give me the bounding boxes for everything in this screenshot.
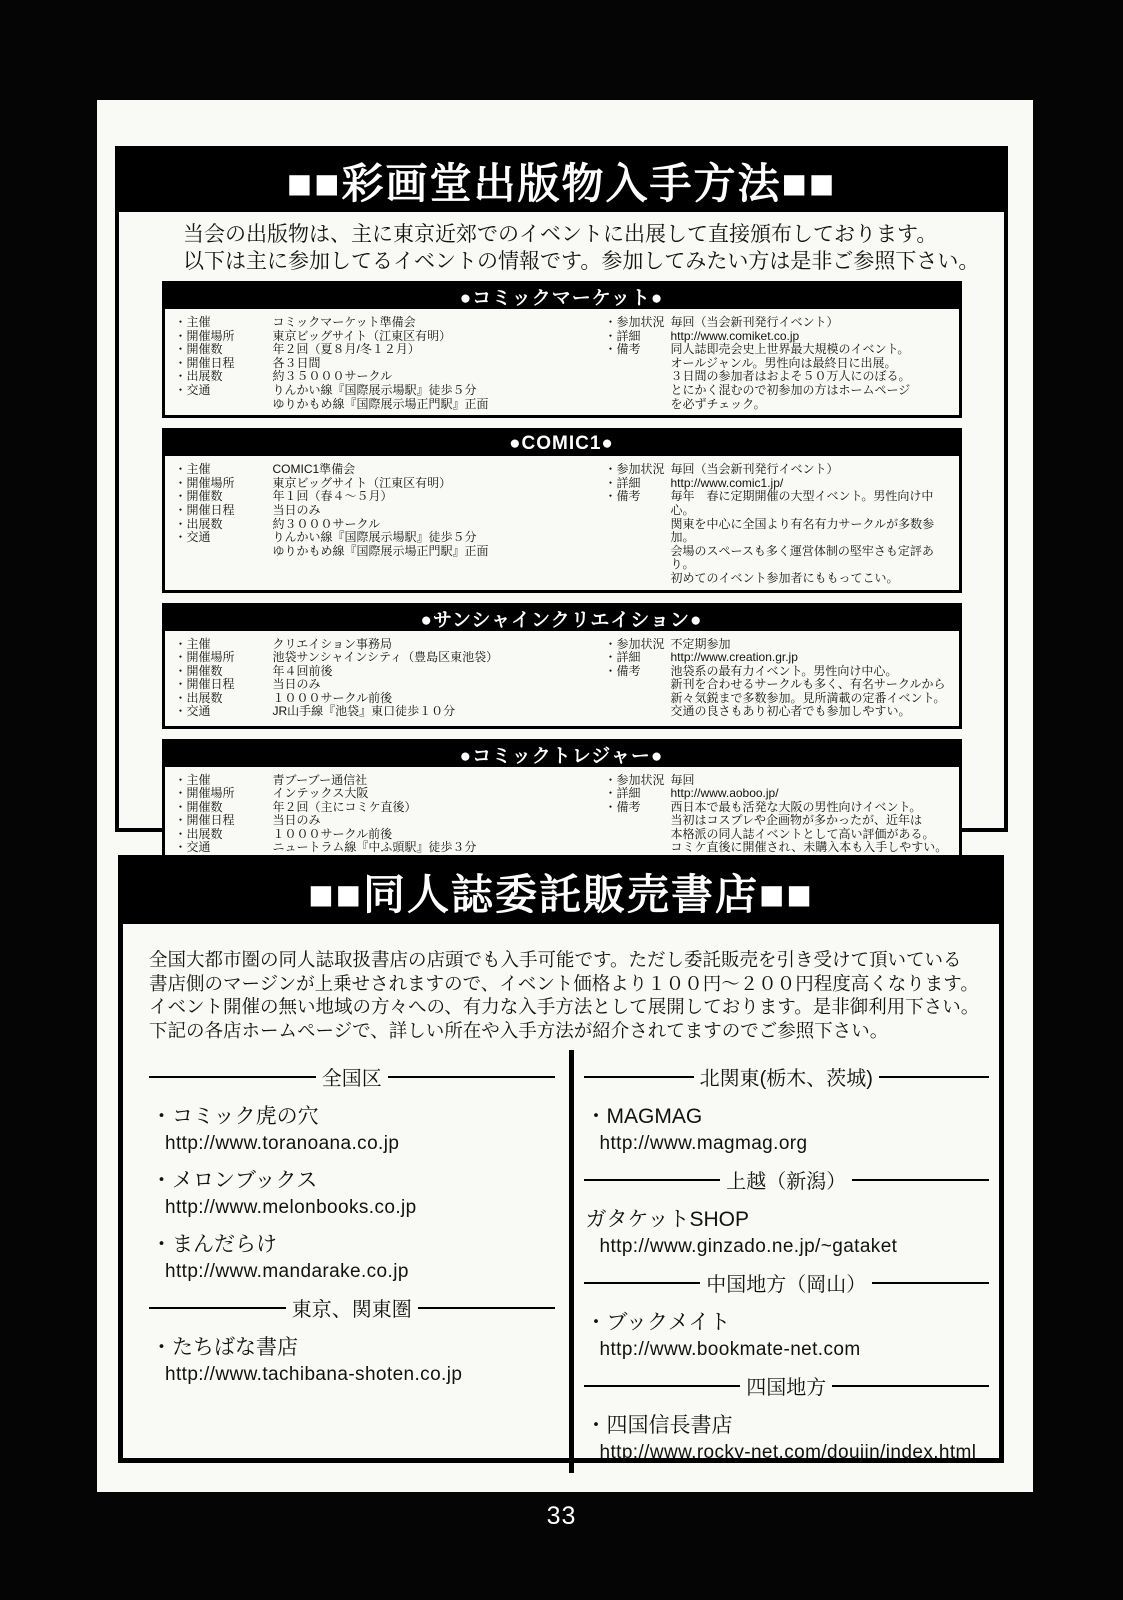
event-field-row: [605, 801, 955, 855]
field-value: [671, 787, 955, 801]
field-label: ・備考: [604, 799, 641, 814]
heading-rule-left: [584, 1179, 721, 1181]
event-content: [165, 631, 959, 724]
field-value-line: 西日本で最も活発な大阪の男性向けイベント。: [670, 799, 922, 814]
field-value-line: 年４回前後: [272, 663, 333, 678]
field-label: ・参加状況: [604, 636, 665, 651]
event-box: [162, 603, 962, 729]
region-heading: [584, 1371, 990, 1400]
field-value: [273, 814, 605, 828]
shop-name: ・ブックメイト: [585, 1311, 731, 1334]
shop-url: http://www.rocky-net.com/doujin/index.html: [599, 1442, 977, 1463]
region-heading: [149, 1293, 555, 1322]
event-field-row: [175, 490, 605, 504]
shop-url: http://www.mandarake.co.jp: [165, 1261, 409, 1282]
shop-url: http://www.ginzado.ne.jp/~gataket: [599, 1236, 898, 1257]
field-value-line: http://www.aoboo.jp/: [670, 786, 779, 801]
field-label: ・出展数: [174, 826, 223, 841]
shop-name: ・MAGMAG: [585, 1105, 703, 1128]
field-value: [671, 774, 955, 788]
field-value-line: 年２回（夏８月/冬１２月）: [272, 342, 420, 357]
text-line: 全国大都市圏の同人誌取扱書店の店頭でも入手可能です。ただし委託販売を引き受けて頂いている: [149, 949, 962, 970]
field-label: ・参加状況: [604, 315, 665, 329]
heading-rule-right: [418, 1307, 555, 1309]
field-value-line: を必ずチェック。: [670, 396, 766, 411]
field-value: [273, 678, 605, 692]
field-value: [273, 490, 605, 504]
field-value-line: http://www.creation.gr.jp: [670, 650, 798, 665]
event-field-row: [605, 638, 955, 652]
field-value-line: １０００サークル前後: [272, 690, 393, 705]
event-title: ●コミックトレジャー●: [165, 742, 959, 767]
shops-intro: [123, 924, 999, 1046]
field-value-line: オールジャンル。男性向は最終日に出展。: [670, 355, 897, 370]
event-field-row: [175, 384, 605, 411]
event-field-row: [605, 774, 955, 788]
field-value: [273, 705, 605, 719]
field-value-line: ゆりかもめ線『国際展示場正門駅』正面: [272, 396, 489, 411]
heading-rule-left: [149, 1307, 286, 1309]
event-title: ●COMIC1●: [165, 431, 959, 456]
field-label: ・主催: [174, 636, 211, 651]
field-value: [273, 841, 605, 855]
shop-column: [574, 1050, 1000, 1473]
field-value-line: 毎年 春に定期開催の大型イベント。男性向け中心。: [670, 489, 934, 517]
event-field-row: [175, 787, 605, 801]
heading-rule-right: [388, 1076, 555, 1078]
field-value: [273, 463, 605, 477]
field-label: ・主催: [174, 462, 211, 477]
event-field-row: [175, 705, 605, 719]
field-value: [273, 343, 605, 357]
field-label: ・交通: [174, 704, 211, 719]
field-value-line: 初めてのイベント参加者にももってこい。: [670, 570, 899, 585]
page-number: 33: [546, 1502, 577, 1530]
field-label: ・開催日程: [174, 502, 235, 517]
events-section: [115, 146, 1008, 855]
region-title: 中国地方（岡山）: [706, 1274, 867, 1296]
field-value-line: 当日のみ: [272, 502, 321, 517]
shop-url: http://www.magmag.org: [599, 1133, 808, 1154]
field-value-line: クリエイション事務局: [272, 636, 393, 651]
field-label: ・参加状況: [604, 462, 665, 477]
field-value-line: コミケ直後に開催され、未購入本も入手しやすい。: [670, 840, 948, 855]
field-value: [671, 343, 955, 411]
shop-name: ・たちばな書店: [151, 1336, 298, 1359]
field-value-line: 東京ビッグサイト（江東区有明）: [272, 328, 452, 343]
event-box: [162, 281, 962, 418]
field-label: ・主催: [174, 315, 211, 329]
shop-url: http://www.toranoana.co.jp: [165, 1133, 400, 1154]
region-heading: [584, 1062, 990, 1091]
text-line: 当会の出版物は、主に東京近郊でのイベントに出展して直接頒布しております。: [183, 223, 938, 246]
field-label: ・開催数: [174, 342, 223, 357]
event-field-row: [175, 678, 605, 692]
field-label: ・備考: [604, 663, 641, 678]
field-label: ・開催場所: [174, 786, 235, 801]
field-value: [273, 787, 605, 801]
event-list: [119, 281, 1004, 865]
region-title: 四国地方: [746, 1377, 827, 1399]
field-value-line: 交通の良さもあり初心者でも参加しやすい。: [670, 704, 911, 719]
field-value: [273, 531, 605, 558]
field-value: [671, 638, 955, 652]
field-value-line: ゆりかもめ線『国際展示場正門駅』正面: [272, 543, 489, 558]
text-line: 書店側のマージンが上乗せされますので、イベント価格より１００円～２００円程度高くなります。: [149, 972, 979, 994]
field-value-line: 池袋系の最有力イベント。男性向け中心。: [670, 663, 898, 678]
heading-rule-left: [584, 1282, 701, 1284]
field-label: ・開催日程: [174, 677, 235, 692]
event-field-row: [175, 801, 605, 815]
field-value-line: 本格派の同人誌イベントとして高い評価がある。: [670, 826, 935, 841]
field-value: [273, 316, 605, 330]
event-column: [175, 638, 605, 720]
field-value-line: 年２回（主にコミケ直後）: [272, 799, 417, 814]
field-value: [273, 651, 605, 665]
field-label: ・開催場所: [174, 475, 235, 490]
field-label: ・開催数: [174, 489, 223, 504]
shop-name: ・まんだらけ: [151, 1233, 277, 1256]
event-field-row: [175, 814, 605, 828]
event-field-row: [175, 357, 605, 371]
field-value-line: ニュートラム線『中ふ頭駅』徒歩３分: [272, 840, 477, 855]
field-value-line: http://www.comic1.jp/: [670, 475, 784, 490]
event-field-row: [605, 490, 955, 585]
field-value: [671, 801, 955, 855]
field-value: [671, 490, 955, 585]
field-label: ・詳細: [604, 650, 641, 665]
field-value-line: http://www.comiket.co.jp: [670, 328, 800, 343]
event-field-row: [175, 651, 605, 665]
field-label: ・開催数: [174, 663, 223, 678]
heading-rule-right: [872, 1282, 989, 1284]
event-field-row: [605, 665, 955, 719]
event-column: [605, 463, 955, 585]
shop-name: ・コミック虎の穴: [151, 1105, 319, 1128]
shop-column: [123, 1050, 569, 1473]
shops-section-title: ■■同人誌委託販売書店■■: [123, 860, 999, 924]
field-label: ・出展数: [174, 516, 223, 531]
field-value: [273, 665, 605, 679]
field-value-line: 年１回（春４～５月）: [272, 489, 393, 504]
field-value-line: １０００サークル前後: [272, 826, 393, 841]
event-field-row: [175, 841, 605, 855]
field-label: ・備考: [604, 342, 641, 357]
field-value-line: インテックス大阪: [272, 786, 369, 801]
field-value-line: 約３５０００サークル: [272, 369, 393, 384]
field-value-line: 新々気鋭まで多数参加。見所満載の定番イベント。: [670, 690, 946, 705]
event-box: [162, 428, 962, 592]
field-value: [671, 316, 955, 330]
event-title: ●コミックマーケット●: [165, 284, 959, 309]
event-field-row: [605, 343, 955, 411]
event-title: ●サンシャインクリエイション●: [165, 606, 959, 631]
event-field-row: [175, 665, 605, 679]
field-label: ・開催日程: [174, 813, 235, 828]
shop-url: http://www.tachibana-shoten.co.jp: [165, 1364, 463, 1385]
field-value-line: とにかく混むので初参加の方はホームページ: [670, 382, 911, 397]
events-intro: [119, 212, 1004, 281]
event-content: [165, 309, 959, 415]
text-line: 以下は主に参加してるイベントの情報です。参加してみたい方は是非ご参照下さい。: [183, 250, 980, 273]
event-field-row: [175, 504, 605, 518]
event-column: [605, 638, 955, 720]
field-value: [273, 357, 605, 371]
region-title: 全国区: [321, 1068, 382, 1090]
field-value: [273, 370, 605, 384]
event-box: [162, 739, 962, 865]
field-value-line: 関東を中心に全国より有名有力サークルが多数参加。: [670, 516, 935, 545]
field-label: ・交通: [174, 530, 211, 545]
event-field-row: [175, 774, 605, 788]
event-column: [605, 316, 955, 411]
field-label: ・詳細: [604, 328, 641, 343]
event-field-row: [605, 651, 955, 665]
field-label: ・開催日程: [174, 355, 235, 370]
heading-rule-left: [584, 1385, 741, 1387]
event-field-row: [605, 787, 955, 801]
field-value-line: 当初はコスプレや企画物が多かったが、近年は: [670, 813, 923, 828]
shop-url: http://www.bookmate-net.com: [599, 1339, 861, 1360]
field-value: [273, 504, 605, 518]
field-value: [273, 384, 605, 411]
field-label: ・開催場所: [174, 328, 235, 343]
event-column: [605, 774, 955, 856]
field-value: [671, 651, 955, 665]
field-value-line: 東京ビッグサイト（江東区有明）: [272, 475, 452, 490]
text-line: 下記の各店ホームページで、詳しい所在や入手方法が紹介されてますのでご参照下さい。: [149, 1019, 889, 1041]
event-field-row: [175, 463, 605, 477]
field-value-line: りんかい線『国際展示場駅』徒歩５分: [272, 530, 477, 545]
field-label: ・開催数: [174, 799, 223, 814]
region-title: 上越（新潟）: [726, 1171, 847, 1193]
shop-url: http://www.melonbooks.co.jp: [165, 1197, 417, 1218]
event-field-row: [175, 531, 605, 558]
field-value-line: 当日のみ: [272, 813, 321, 828]
event-content: [165, 767, 959, 860]
field-value: [671, 665, 955, 719]
field-label: ・出展数: [174, 690, 223, 705]
field-value-line: 新刊を合わせるサークルも多く、有名サークルから: [670, 677, 946, 692]
field-label: ・参加状況: [604, 772, 665, 787]
event-field-row: [175, 370, 605, 384]
field-label: ・交通: [174, 840, 211, 855]
field-value-line: 毎回（当会新刊発行イベント）: [670, 315, 839, 329]
field-label: ・備考: [604, 489, 641, 504]
field-value-line: 不定期参加: [670, 636, 731, 651]
field-label: ・交通: [174, 382, 211, 397]
shops-section: [118, 855, 1004, 1463]
event-field-row: [605, 316, 955, 330]
field-value-line: コミックマーケット準備会: [272, 315, 416, 329]
heading-rule-right: [832, 1385, 989, 1387]
field-value-line: りんかい線『国際展示場駅』徒歩５分: [272, 382, 477, 397]
field-value-line: 約３０００サークル: [272, 516, 381, 531]
field-value-line: 同人誌即売会史上世界最大規模のイベント。: [670, 342, 910, 357]
field-value-line: 各３日間: [272, 355, 321, 370]
field-value-line: 青ブーブー通信社: [272, 772, 368, 787]
field-value-line: 当日のみ: [272, 677, 321, 692]
event-field-row: [605, 463, 955, 477]
field-label: ・出展数: [174, 369, 223, 384]
region-heading: [584, 1165, 990, 1194]
event-column: [175, 316, 605, 411]
field-value-line: 毎回（当会新刊発行イベント）: [670, 462, 839, 477]
field-value-line: 池袋サンシャインシティ（豊島区東池袋）: [272, 650, 499, 665]
field-value-line: 会場のスペースも多く運営体制の堅牢さも定評あり。: [670, 543, 934, 572]
shop-columns: [123, 1050, 999, 1473]
heading-rule-right: [852, 1179, 989, 1181]
shop-name: ガタケットSHOP: [585, 1208, 749, 1231]
text-line: イベント開催の無い地域の方々への、有力な入手方法として展開しております。是非御利用下さい。: [149, 996, 980, 1017]
field-value-line: COMIC1準備会: [272, 462, 356, 477]
heading-rule-right: [879, 1076, 989, 1078]
field-value: [671, 463, 955, 477]
event-field-row: [175, 343, 605, 357]
heading-rule-left: [584, 1076, 694, 1078]
event-content: [165, 456, 959, 589]
field-value: [273, 801, 605, 815]
region-heading: [149, 1062, 555, 1091]
shop-name: ・メロンブックス: [151, 1169, 318, 1192]
shop-name: ・四国信長書店: [585, 1414, 733, 1437]
field-label: ・主催: [174, 772, 211, 787]
event-column: [175, 463, 605, 585]
field-label: ・開催場所: [174, 650, 235, 665]
scanned-page: [97, 100, 1033, 1492]
field-label: ・詳細: [604, 475, 641, 490]
region-heading: [584, 1268, 990, 1297]
events-section-title: ■■彩画堂出版物入手方法■■: [119, 150, 1004, 212]
field-value-line: JR山手線『池袋』東口徒歩１０分: [272, 704, 456, 719]
region-title: 北関東(栃木、茨城): [699, 1068, 873, 1090]
event-column: [175, 774, 605, 856]
field-value-line: ３日間の参加者はおよそ５０万人にのぼる。: [670, 369, 911, 384]
field-value-line: 毎回: [670, 772, 695, 787]
region-title: 東京、関東圏: [291, 1299, 412, 1321]
field-label: ・詳細: [604, 786, 641, 801]
event-field-row: [175, 316, 605, 330]
heading-rule-left: [149, 1076, 316, 1078]
